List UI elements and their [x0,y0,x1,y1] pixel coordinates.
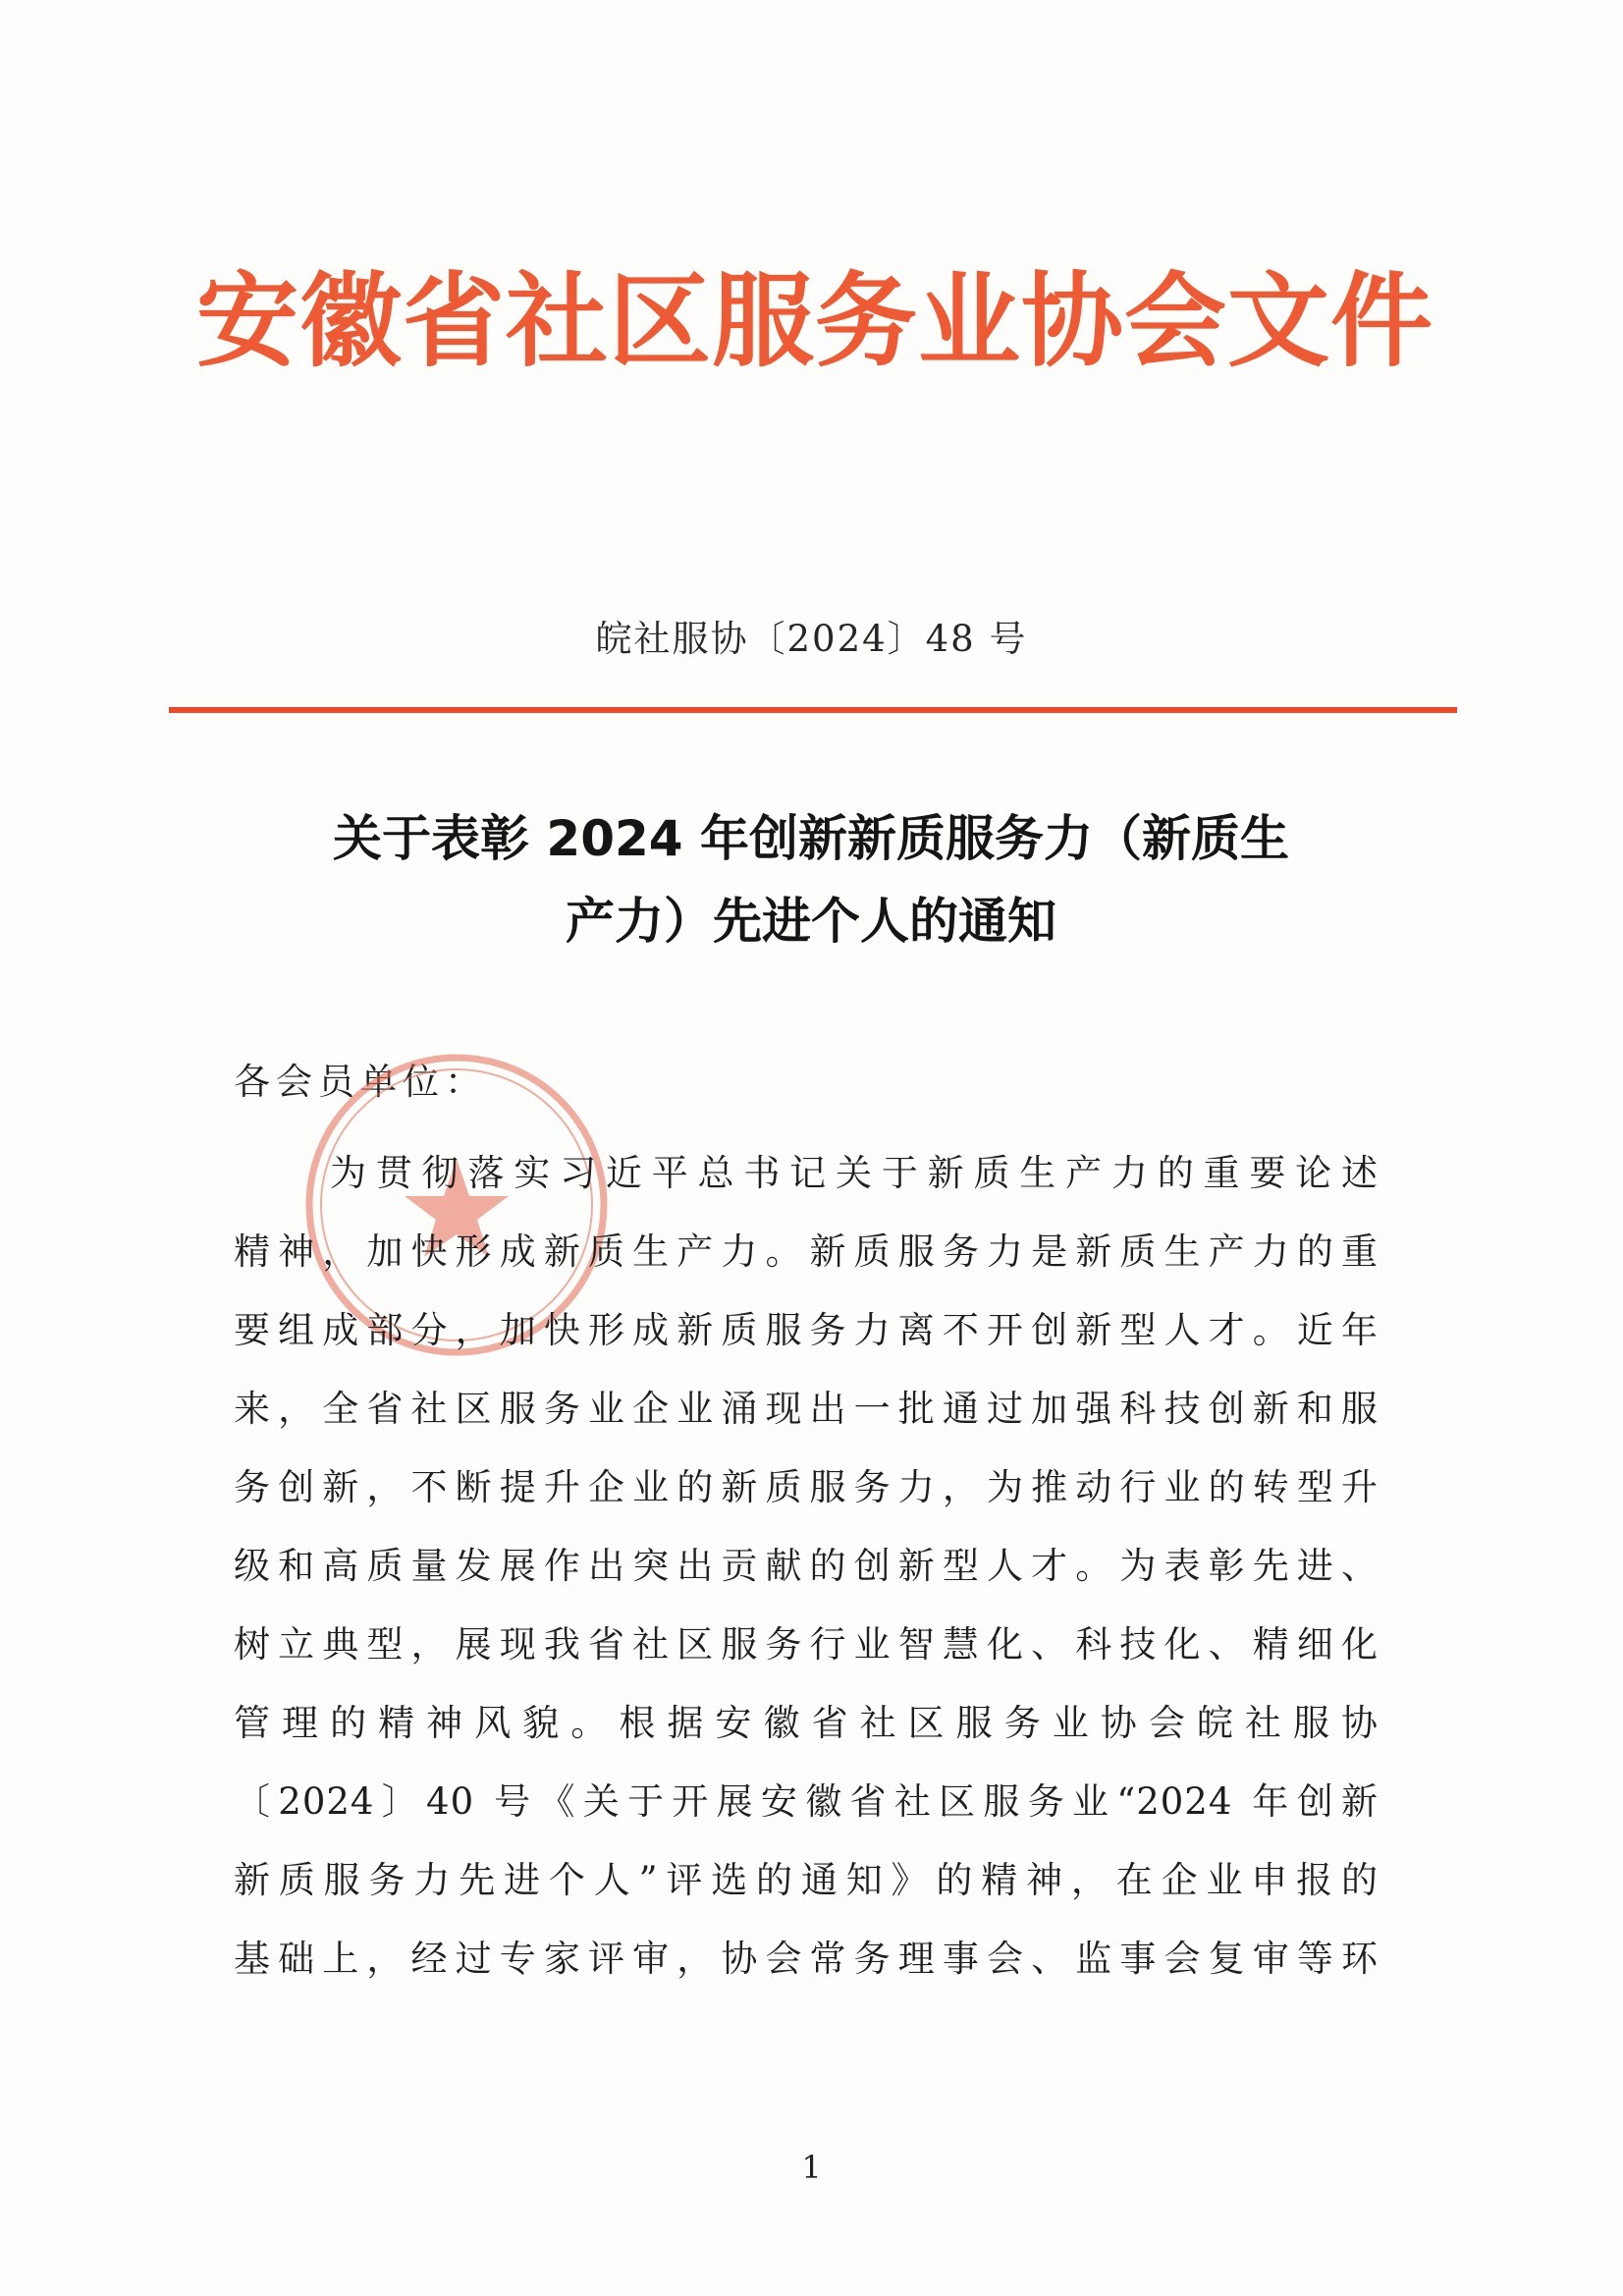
body-line: 要组成部分，加快形成新质服务力离不开创新型人才。近年 [234,1309,1379,1351]
salutation: 各会员单位： [234,1061,487,1103]
notice-title [177,797,1445,962]
body-line: 级和高质量发展作出突出贡献的创新型人才。为表彰先进、 [234,1545,1379,1587]
body-line: 树立典型，展现我省社区服务行业智慧化、科技化、精细化 [234,1623,1379,1666]
red-divider-line [169,707,1457,713]
document-masthead: 安徽省社区服务业协会文件 [195,261,1434,381]
body-line: 务创新，不断提升企业的新质服务力，为推动行业的转型升 [234,1466,1379,1508]
body-line: 精神，加快形成新质生产力。新质服务力是新质生产力的重 [234,1230,1379,1273]
body-line: 管理的精神风貌。根据安徽省社区服务业协会皖社服协 [234,1702,1379,1744]
body-line: 新质服务力先进个人”评选的通知》的精神，在企业申报的 [234,1859,1379,1901]
body-line: 为贯彻落实习近平总书记关于新质生产力的重要论述 [330,1152,1379,1194]
body-line: 〔2024〕40 号《关于开展安徽省社区服务业“2024 年创新 [234,1780,1379,1823]
page-number: 1 [801,2149,822,2186]
notice-title-line-2: 产力）先进个人的通知 [566,893,1056,950]
notice-title-line-1: 关于表彰 2024 年创新新质服务力（新质生 [333,810,1289,867]
notice-body [234,1144,1379,2008]
document-number: 皖社服协〔2024〕48 号 [595,618,1028,660]
body-line: 基础上，经过专家评审，协会常务理事会、监事会复审等环 [234,1938,1379,1980]
body-line: 来，全省社区服务业企业涌现出一批通过加强科技创新和服 [234,1388,1379,1430]
